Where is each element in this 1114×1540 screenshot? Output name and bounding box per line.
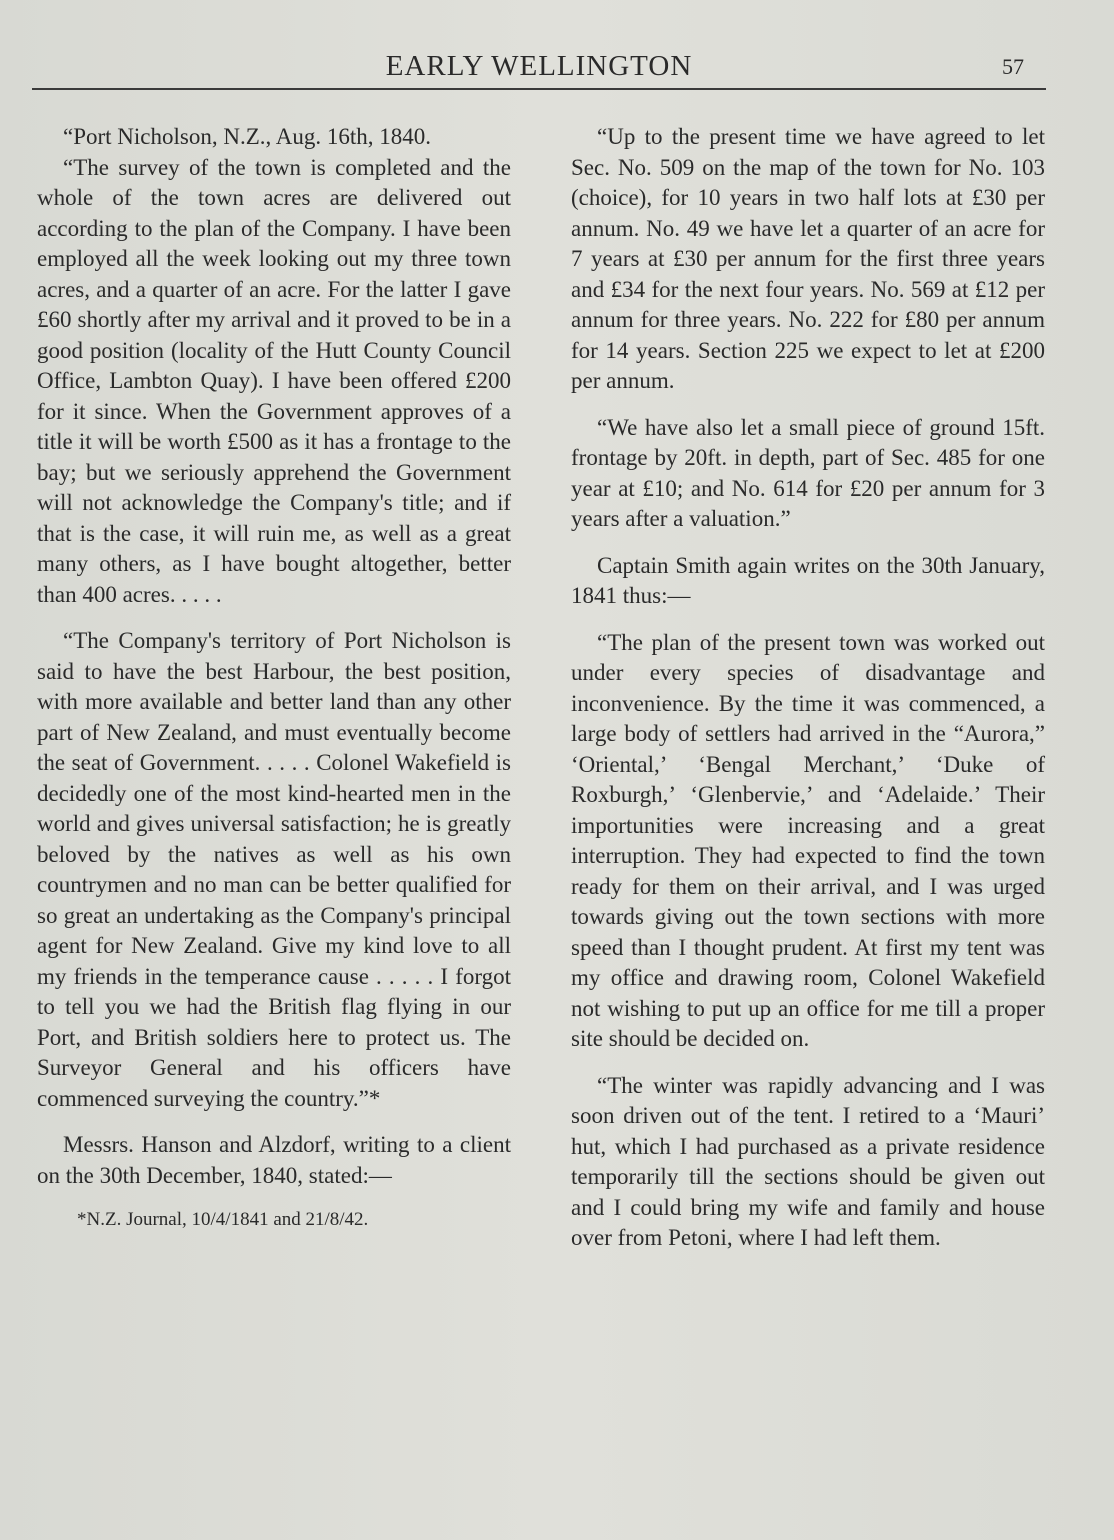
left-column bbox=[37, 122, 511, 1249]
paragraph: “The winter was rapidly advancing and I was soon driven out of the tent. I retired to a ‘Mauri’ hut, which I had purchased as a private residence temporarily till the sections should be given out and I could bring my wife and family and house over from Petoni, where I had left them. bbox=[571, 1072, 1045, 1250]
footnote: *N.Z. Journal, 10/4/1841 and 21/8/42. bbox=[77, 1209, 369, 1230]
right-column bbox=[571, 122, 1045, 1270]
page-number: 57 bbox=[1002, 54, 1024, 79]
paragraph: “The plan of the present town was worked out under every species of disadvantage and inconvenience. By the time it was commenced, a large body of settlers had arrived in the “Aurora,” ‘Oriental,’ ‘Bengal Merchant,’ ‘Duke of Roxburgh,’ ‘Glenbervie,’ and ‘Adelaide.’ Their importunities were increasing and a great interruption. They had expected to find the town ready for them on their arrival, and I was urged towards giving out the town sections with more speed than I thought prudent. At first my tent was my office and drawing room, Colonel Wakefield not wishing to put up an office for me till a proper site should be decided on. bbox=[571, 629, 1045, 1051]
paragraph: Messrs. Hanson and Alzdorf, writing to a client on the 30th December, 1840, stated:— bbox=[37, 1132, 511, 1188]
paragraph: “We have also let a small piece of ground 15ft. frontage by 20ft. in depth, part of Sec. 485 for one year at £10; and No. 614 for £20 per annum for 3 years after a valuation.” bbox=[571, 414, 1045, 531]
paragraph: Captain Smith again writes on the 30th January, 1841 thus:— bbox=[571, 552, 1045, 608]
running-title: EARLY WELLINGTON bbox=[385, 50, 693, 82]
paragraph: “The Company's territory of Port Nicholson is said to have the best Harbour, the best position, with more available and better land than any other part of New Zealand, and must eventually become the seat of Government. . . . . Colonel Wakefield is decidedly one of the most kind-hearted men in the world and gives universal satisfaction; he is greatly beloved by the natives as well as his own countrymen and no man can be better qualified for so great an undertaking as the Company's principal agent for New Zealand. Give my kind love to all my friends in the temperance cause . . . . . I forgot to tell you we had the British flag flying in our Port, and British soldiers here to protect us. The Surveyor General and his officers have commenced surveying the country.”* bbox=[37, 628, 511, 1111]
paragraph: “Up to the present time we have agreed to let Sec. No. 509 on the map of the town for No. 103 (choice), for 10 years in two half lots at £30 per annum. No. 49 we have let a quarter of an acre for 7 years at £30 per annum for the first three years and £34 for the next four years. No. 569 at £12 per annum for three years. No. 222 for £80 per annum for 14 years. Section 225 we expect to let at £200 per annum. bbox=[571, 124, 1045, 393]
running-header bbox=[32, 48, 1046, 90]
paragraph: “The survey of the town is completed and the whole of the town acres are delivered out according to the plan of the Company. I have been employed all the week looking out my three town acres, and a quarter of an acre. For the latter I gave £60 shortly after my arrival and it proved to be in a good position (locality of the Hutt County Council Office, Lambton Quay). I have been offered £200 for it since. When the Government approves of a title it will be worth £500 as it has a frontage to the bay; but we seriously apprehend the Government will not acknowledge the Company's title; and if that is the case, it will ruin me, as well as a great many others, as I have bought altogether, better than 400 acres. . . . . bbox=[37, 154, 511, 607]
paragraph: “Port Nicholson, N.Z., Aug. 16th, 1840. bbox=[63, 124, 431, 149]
